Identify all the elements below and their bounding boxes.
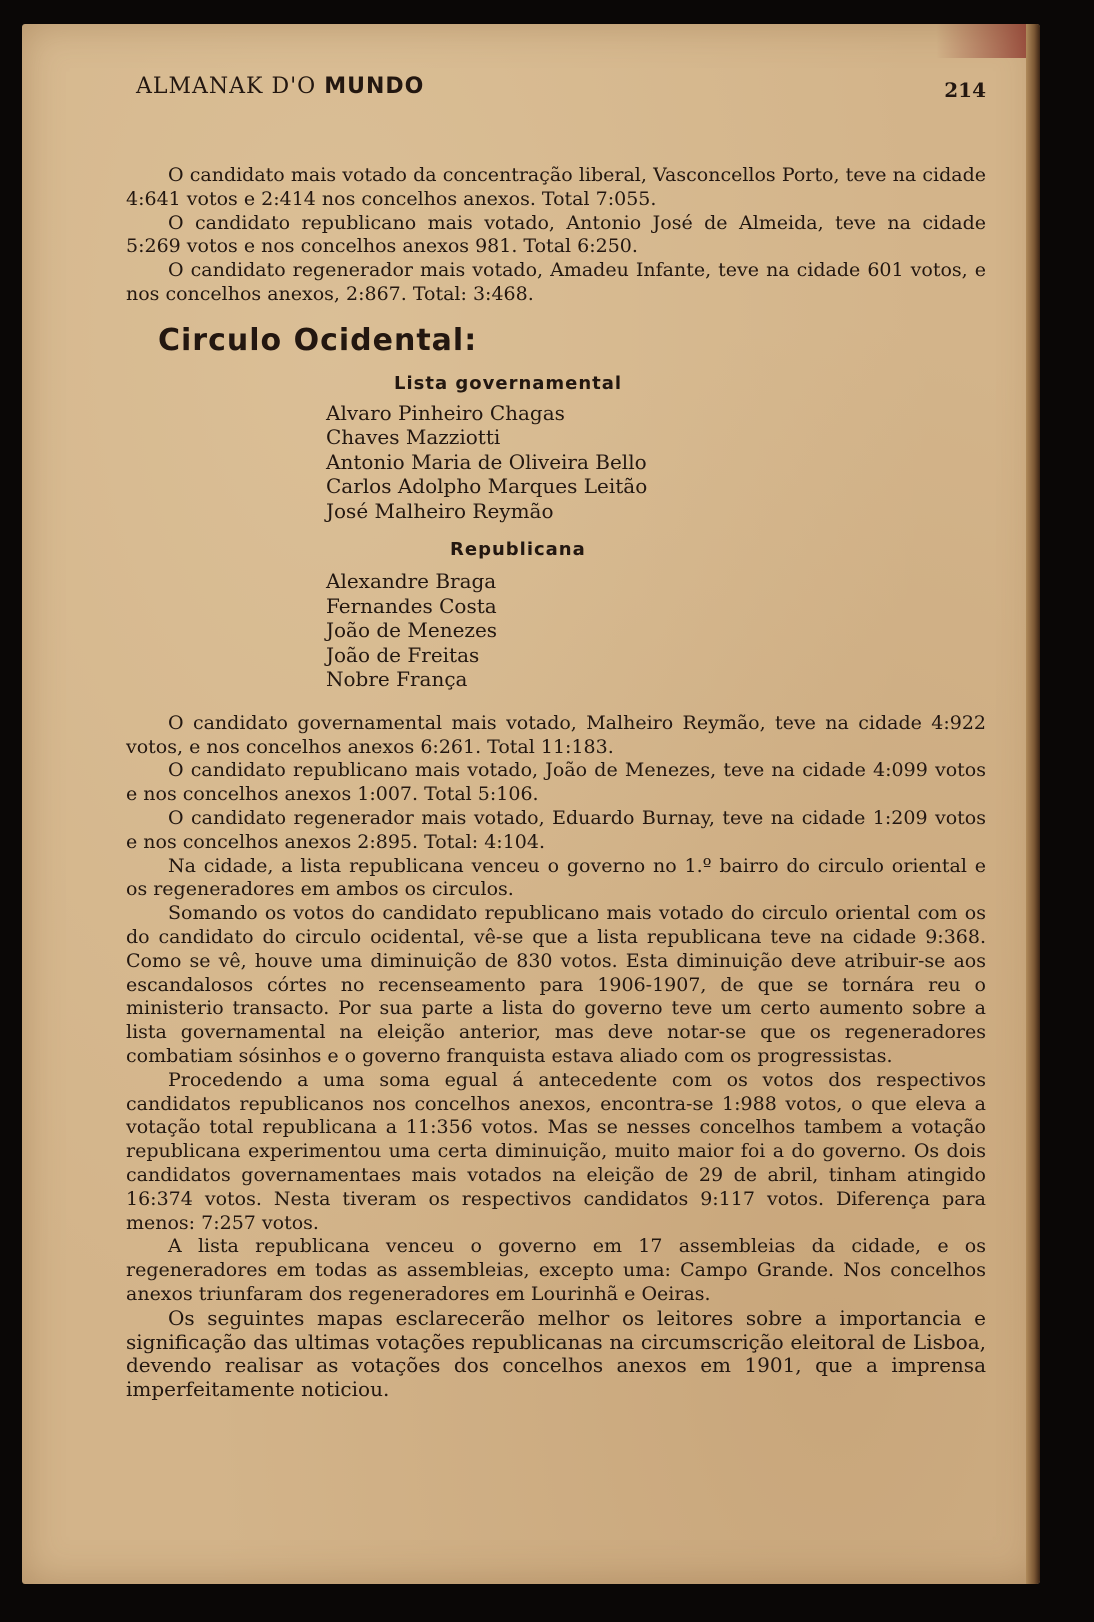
page-number: 214 <box>944 78 986 102</box>
candidate-list-governamental <box>326 401 986 524</box>
article-body <box>126 164 986 1402</box>
paragraph: A lista republicana venceu o governo em 17 assembleias da cidade, e os regeneradores em todas as assembleias, excepto uma: Campo Grande. Nos concelhos anexos triunfaram dos regeneradores em Lourinhã e Oeiras. <box>126 1235 986 1305</box>
book-page <box>22 24 1040 1584</box>
running-header <box>136 74 986 114</box>
paragraph: O candidato governamental mais votado, Malheiro Reymão, teve na cidade 4:922 votos, e nos concelhos anexos 6:261. Total 11:183. <box>126 711 986 758</box>
candidate-list-republicana <box>326 569 986 692</box>
paragraph: O candidato regenerador mais votado, Eduardo Burnay, teve na cidade 1:209 votos e nos concelhos anexos 2:895. Total: 4:104. <box>126 806 986 853</box>
paragraph: Somando os votos do candidato republicano mais votado do circulo oriental com os do candidato do circulo ocidental, vê-se que a lista republicana teve na cidade 9:368. Como se vê, houve uma diminuição de 830 votos. Esta diminuição deve atribuir-se aos escandalosos córtes no recenseamento para 1906-1907, de que se tornára reu o ministerio transacto. Por sua parte a lista do governo teve um certo aumento sobre a lista governamental na eleição anterior, mas deve notar-se que os regeneradores combatiam sósinhos e o governo franquista estava aliado com os progressistas. <box>126 902 986 1067</box>
candidate-name: Nobre França <box>326 667 468 692</box>
paragraph: O candidato republicano mais votado, João de Menezes, teve na cidade 4:099 votos e nos concelhos anexos 1:007. Total 5:106. <box>126 759 986 806</box>
almanac-title-bold: MUNDO <box>324 74 425 99</box>
candidate-name: Carlos Adolpho Marques Leitão <box>326 474 648 499</box>
page-gutter <box>1026 24 1040 1584</box>
candidate-name: Alexandre Braga <box>326 569 497 594</box>
paragraph: Na cidade, a lista republicana venceu o governo no 1.º bairro do circulo oriental e os regeneradores em ambos os circulos. <box>126 854 986 901</box>
section-title: Circulo Ocidental: <box>158 322 478 358</box>
list-heading-governamental: Lista governamental <box>394 372 623 394</box>
candidate-name: Chaves Mazziotti <box>326 425 501 450</box>
almanac-title <box>136 74 424 99</box>
paragraph: O candidato regenerador mais votado, Amadeu Infante, teve na cidade 601 votos, e nos concelhos anexos, 2:867. Total: 3:468. <box>126 259 986 305</box>
list-heading-republicana: Republicana <box>450 539 586 561</box>
candidate-name: Fernandes Costa <box>326 593 497 618</box>
almanac-title-prefix: ALMANAK D'O <box>136 74 325 99</box>
paragraph: Procedendo a uma soma egual á antecedente com os votos dos respectivos candidatos republicanos nos concelhos anexos, encontra-se 1:988 votos, o que eleva a votação total republicana a 11:356 votos. Mas se nesses concelhos tambem a votação republicana experimentou uma certa diminuição, muito maior foi a do governo. Os dois candidatos governamentaes mais votados na eleição de 29 de abril, tinham atingido 16:374 votos. Nesta tiveram os respectivos candidatos 9:117 votos. Diferença para menos: 7:257 votos. <box>126 1068 986 1234</box>
paragraph: O candidato republicano mais votado, Antonio José de Almeida, teve na cidade 5:269 votos e nos concelhos anexos 981. Total 6:250. <box>126 211 986 258</box>
candidate-name: João de Menezes <box>326 618 498 643</box>
candidate-name: Alvaro Pinheiro Chagas <box>326 400 565 425</box>
paragraph: O candidato mais votado da concentração liberal, Vasconcellos Porto, teve na cidade 4:641 votos e 2:414 nos concelhos anexos. Total 7:055. <box>126 164 986 210</box>
page-edge-stain <box>936 24 1026 58</box>
results-text <box>126 712 986 1402</box>
candidate-name: João de Freitas <box>326 642 480 667</box>
candidate-name: Antonio Maria de Oliveira Bello <box>326 449 647 474</box>
paragraph: Os seguintes mapas esclarecerão melhor os leitores sobre a importancia e significação das ultimas votações republicanas na circumscrição eleitoral de Lisboa, devendo realisar as votações dos concelhos anexos em 1901, que a imprensa imperfeitamente noticiou. <box>126 1305 986 1402</box>
candidate-name: José Malheiro Reymão <box>326 498 554 523</box>
